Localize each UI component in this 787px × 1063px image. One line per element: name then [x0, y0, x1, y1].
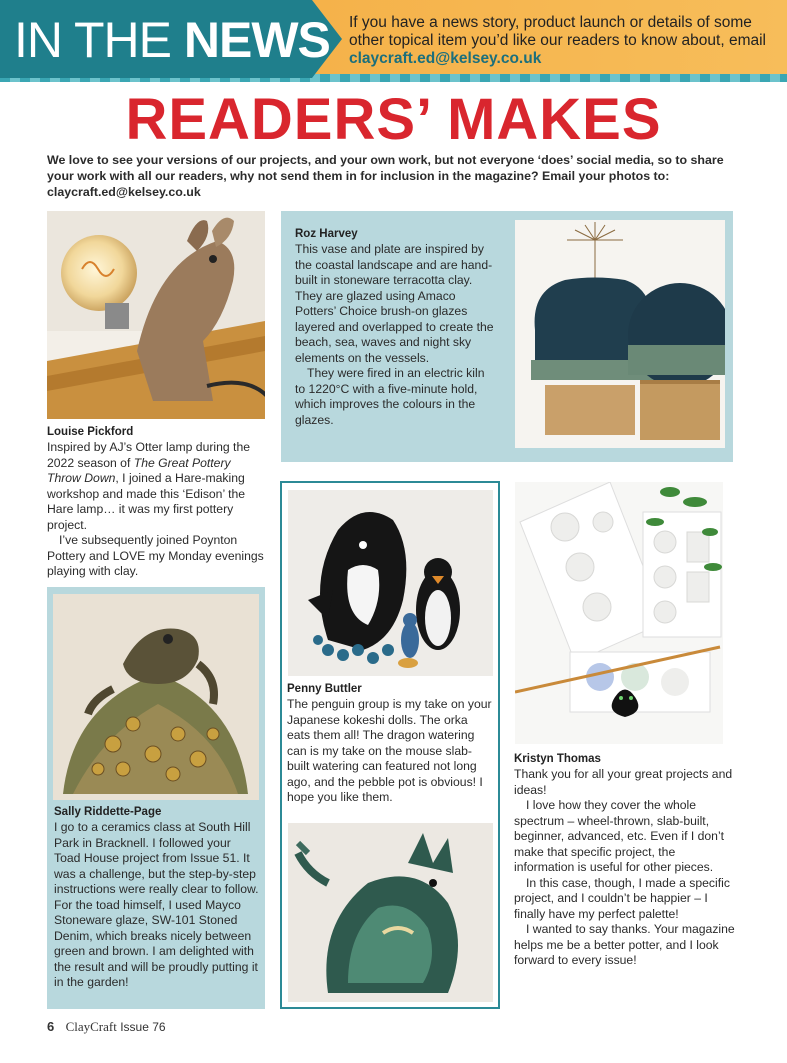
magazine-name: ClayCraft: [65, 1019, 117, 1034]
sally-name: Sally Riddette-Page: [54, 806, 162, 818]
banner-text-body: If you have a news story, product launch or details of some other topical item you’d like our readers to know about, email: [349, 14, 766, 49]
section-title: [14, 12, 330, 68]
penny-caption: [287, 682, 493, 806]
louise-caption: [47, 425, 267, 580]
kristyn-p1: Thank you for all your great projects and ideas!: [514, 767, 733, 797]
louise-p1a: Inspired by AJ’s Otter lamp during the 2022 season of: [47, 440, 251, 470]
roz-p2: They were fired in an electric kiln to 1220°C with a five-minute hold, which improves the colours in the glazes.: [295, 366, 485, 427]
page-number: 6: [47, 1019, 55, 1034]
penny-p1: The penguin group is my take on your Japanese kokeshi dolls. The orka eats them all! The dragon watering can is my take on the mouse slab-built watering can featured not long ago, and the pebble pot is obvious! I hope you like them.: [287, 697, 492, 804]
penny-name: Penny Buttler: [287, 683, 362, 695]
vase-plate-photo: [515, 220, 725, 448]
banner-text: [349, 14, 779, 68]
louise-p1b: , I joined a Hare-making workshop and made this ‘Edison’ the Hare lamp… it was my first pottery project.: [47, 471, 246, 532]
hare-lamp-photo: [47, 211, 265, 419]
kristyn-name: Kristyn Thomas: [514, 753, 601, 765]
section-title-bold: NEWS: [183, 12, 330, 68]
louise-p2: I’ve subsequently joined Poynton Pottery and LOVE my Monday evenings playing with clay.: [47, 533, 264, 578]
section-title-light: IN THE: [14, 12, 184, 68]
banner-email: claycraft.ed@kelsey.co.uk: [349, 50, 542, 67]
dragon-watering-can-photo: [288, 823, 493, 1002]
issue-number: Issue 76: [120, 1020, 166, 1034]
page-footer: [47, 1019, 166, 1035]
louise-name: Louise Pickford: [47, 426, 134, 438]
kristyn-p4: I wanted to say thanks. Your magazine helps me be a better potter, and I look forward to every issue!: [514, 922, 735, 967]
palette-photo: [515, 482, 723, 744]
kristyn-p2: I love how they cover the whole spectrum – wheel-thrown, slab-built, beginner, advanced, etc. Even if I don’t make that specific project, the information is useful for other pieces.: [514, 798, 725, 874]
page-title: READERS’ MAKES: [125, 87, 662, 152]
roz-body: [295, 242, 495, 428]
sally-caption: [54, 805, 260, 991]
louise-body: [47, 440, 267, 580]
roz-p1: This vase and plate are inspired by the coastal landscape and are hand-built in stoneware terracotta clay. They are glazed using Amaco Potters’ Choice brush-on glazes layered and overlapped to create the beach, sea, waves and night sky elements on the vessels.: [295, 242, 494, 365]
penguin-orca-photo: [288, 490, 493, 676]
louise-p1-italic: The Great Pottery Throw Down: [47, 455, 231, 485]
sally-p1: I go to a ceramics class at South Hill Park in Bracknell. I followed your Toad House project from Issue 51. It was a challenge, but the step-by-step instructions were really clear to follow. For the toad himself, I used Mayco Stoneware glaze, SW-101 Stoned Denim, which breaks nicely between green and brown. I am delighted with the result and will be proudly putting it in the garden!: [54, 820, 259, 989]
header-banner: [0, 0, 787, 82]
kristyn-p3: In this case, though, I made a specific project, and I couldn’t be happier – I finally have my perfect palette!: [514, 875, 730, 921]
kristyn-body: [514, 767, 736, 969]
intro-text: We love to see your versions of our projects, and your own work, but not everyone ‘does’ social media, so to share your work with all our readers, why not send them in for inclusion in the magazine? Email your photos to: claycraft.ed@kelsey.co.uk: [47, 153, 724, 199]
penny-body: [287, 697, 493, 806]
roz-name: Roz Harvey: [295, 228, 358, 240]
kristyn-caption: [514, 752, 736, 969]
sally-body: [54, 820, 260, 991]
toad-house-photo: [53, 594, 259, 800]
roz-caption: [295, 227, 495, 428]
